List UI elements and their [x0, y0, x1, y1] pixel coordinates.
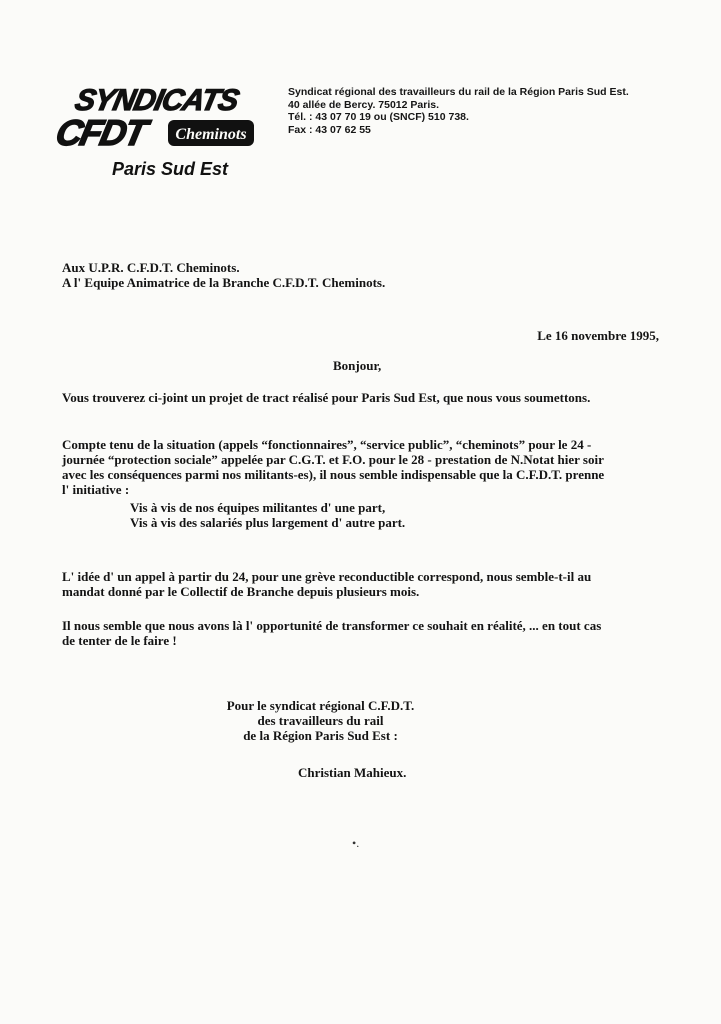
indented-points — [130, 500, 405, 530]
signature-line: des travailleurs du rail — [257, 713, 384, 728]
logo-line1: SYNDICATS — [72, 84, 242, 117]
indented-line: Vis à vis de nos équipes militantes d' une part, — [130, 500, 386, 515]
sender-line: Fax : 43 07 62 55 — [288, 123, 371, 136]
text-line: avec les conséquences parmi nos militants-es), il nous semble indispensable que la C.F.D.T. prenne — [62, 467, 605, 482]
paragraph-1: Vous trouverez ci-joint un projet de tract réalisé pour Paris Sud Est, que nous vous soumettons. — [62, 390, 591, 405]
text-line: de tenter de le faire ! — [62, 633, 177, 648]
signature-block — [0, 698, 721, 743]
text-line: L' idée d' un appel à partir du 24, pour une grève reconductible correspond, nous semble-t-il au — [62, 569, 592, 584]
sender-line: 40 allée de Bercy. 75012 Paris. — [288, 98, 439, 111]
paragraph-2 — [62, 437, 604, 497]
sender-line: Tél. : 43 07 70 19 ou (SNCF) 510 738. — [288, 111, 469, 123]
text-line: Compte tenu de la situation (appels “fonctionnaires”, “service public”, “cheminots” pour le 24 - — [62, 437, 592, 452]
footer-mark: •. — [352, 836, 360, 850]
text-line: journée “protection sociale” appelée par C.G.T. et F.O. pour le 28 - prestation de N.Notat hier soir — [62, 452, 604, 467]
text-line: Il nous semble que nous avons là l' opportunité de transformer ce souhait en réalité, ... en tout cas — [62, 618, 602, 633]
signature-line: de la Région Paris Sud Est : — [243, 728, 398, 743]
text-line: mandat donné par le Collectif de Branche depuis plusieurs mois. — [62, 584, 420, 599]
signature-line: Pour le syndicat régional C.F.D.T. — [226, 698, 415, 713]
logo-line3: Paris Sud Est — [112, 159, 229, 179]
signer-name: Christian Mahieux. — [298, 765, 407, 780]
letter-date: Le 16 novembre 1995, — [537, 328, 659, 343]
paragraph-4 — [62, 618, 601, 648]
indented-line: Vis à vis des salariés plus largement d' autre part. — [130, 515, 406, 530]
recipients — [62, 260, 385, 290]
recipient-line: Aux U.P.R. C.F.D.T. Cheminots. — [62, 260, 240, 275]
text-line: l' initiative : — [62, 482, 130, 497]
logo-line2: CFDT — [52, 112, 150, 153]
cfdt-logo — [40, 80, 270, 180]
recipient-line: A l' Equipe Animatrice de la Branche C.F.D.T. Cheminots. — [62, 275, 386, 290]
logo-badge-text: Cheminots — [175, 126, 247, 143]
sender-address — [288, 86, 629, 136]
sender-line: Syndicat régional des travailleurs du rail de la Région Paris Sud Est. — [288, 86, 629, 98]
paragraph-3 — [62, 569, 591, 599]
greeting: Bonjour, — [333, 358, 382, 373]
